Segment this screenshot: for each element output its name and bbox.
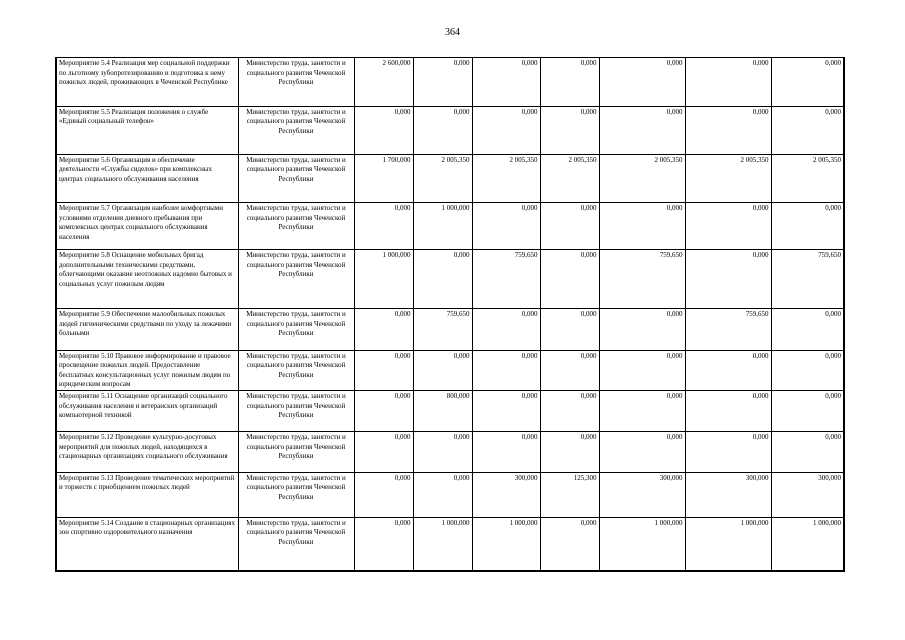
amount-cell: 759,650 [771,250,844,309]
amount-cell: 300,000 [472,472,540,517]
event-cell [56,203,238,250]
responsible-org-cell: Министерство труда, занятости и социального развития Чеченской Республики [238,309,354,351]
amount-cell: 0,000 [540,106,599,154]
amount-cell: 0,000 [413,350,472,391]
budget-table [55,57,845,572]
table-row [56,203,844,250]
amount-cell: 0,000 [540,203,599,250]
amount-cell: 759,650 [472,250,540,309]
amount-cell: 0,000 [354,432,413,473]
amount-cell: 0,000 [540,309,599,351]
amount-cell: 759,650 [599,250,685,309]
amount-cell: 1 000,000 [413,203,472,250]
amount-cell: 2 005,350 [771,154,844,203]
amount-cell: 0,000 [472,391,540,432]
amount-cell: 0,000 [599,309,685,351]
amount-cell: 0,000 [599,432,685,473]
amount-cell: 0,000 [685,250,771,309]
amount-cell: 0,000 [472,350,540,391]
amount-cell: 0,000 [540,391,599,432]
amount-cell: 1 000,000 [771,517,844,571]
amount-cell: 0,000 [771,432,844,473]
amount-cell: 2 600,000 [354,58,413,107]
event-text: Мероприятие 5.9 Обеспечение малообильных пожилых людей гигиеническими средствами по уходу за лежачими больными [59,310,232,338]
responsible-org-cell: Министерство труда, занятости и социального развития Чеченской Республики [238,517,354,571]
responsible-org-cell: Министерство труда, занятости и социального развития Чеченской Республики [238,472,354,517]
event-text: Мероприятие 5.12 Проведение культурно-досуговых мероприятий для пожилых людей, находящихся в стационарных организациях социального обслуживания [59,433,228,461]
event-cell [56,432,238,473]
responsible-org-cell: Министерство труда, занятости и социального развития Чеченской Республики [238,58,354,107]
amount-cell: 0,000 [771,309,844,351]
amount-cell: 2 005,350 [599,154,685,203]
page-number: 364 [445,27,460,38]
amount-cell: 0,000 [540,432,599,473]
amount-cell: 300,000 [685,472,771,517]
table-row [56,350,844,391]
amount-cell: 0,000 [540,250,599,309]
table-row [56,432,844,473]
table-body [56,58,844,572]
amount-cell: 1 000,000 [413,517,472,571]
amount-cell: 1 000,000 [472,517,540,571]
amount-cell: 0,000 [413,250,472,309]
amount-cell: 2 005,350 [685,154,771,203]
amount-cell: 0,000 [685,106,771,154]
amount-cell: 1 000,000 [354,250,413,309]
amount-cell: 300,000 [599,472,685,517]
event-text: Мероприятие 5.13 Проведение тематических мероприятий и торжеств с приобщением пожилых людей [59,473,235,492]
table-row [56,472,844,517]
amount-cell: 0,000 [413,58,472,107]
table-row [56,58,844,107]
responsible-org-cell: Министерство труда, занятости и социального развития Чеченской Республики [238,203,354,250]
amount-cell: 0,000 [599,203,685,250]
event-cell [56,154,238,203]
event-cell [56,391,238,432]
event-cell [56,472,238,517]
responsible-org-cell: Министерство труда, занятости и социального развития Чеченской Республики [238,154,354,203]
amount-cell: 300,000 [771,472,844,517]
amount-cell: 0,000 [685,350,771,391]
amount-cell: 0,000 [354,309,413,351]
amount-cell: 0,000 [771,203,844,250]
amount-cell: 2 005,350 [540,154,599,203]
table-row [56,517,844,571]
amount-cell: 0,000 [472,58,540,107]
amount-cell: 0,000 [354,391,413,432]
amount-cell: 0,000 [771,391,844,432]
amount-cell: 1 000,000 [685,517,771,571]
amount-cell: 759,650 [413,309,472,351]
event-cell [56,309,238,351]
table-row [56,250,844,309]
amount-cell: 759,650 [685,309,771,351]
amount-cell: 0,000 [771,350,844,391]
amount-cell: 0,000 [472,106,540,154]
amount-cell: 125,300 [540,472,599,517]
table-row [56,154,844,203]
event-cell [56,106,238,154]
amount-cell: 2 005,350 [413,154,472,203]
event-cell [56,517,238,571]
amount-cell: 0,000 [354,203,413,250]
table-row [56,106,844,154]
amount-cell: 0,000 [354,472,413,517]
responsible-org-cell: Министерство труда, занятости и социального развития Чеченской Республики [238,432,354,473]
amount-cell: 0,000 [413,472,472,517]
amount-cell: 0,000 [771,58,844,107]
amount-cell: 0,000 [354,517,413,571]
amount-cell: 0,000 [540,58,599,107]
amount-cell: 0,000 [599,391,685,432]
amount-cell: 0,000 [472,432,540,473]
amount-cell: 0,000 [685,391,771,432]
amount-cell: 0,000 [472,309,540,351]
amount-cell: 0,000 [354,106,413,154]
amount-cell: 0,000 [540,350,599,391]
amount-cell: 1 700,000 [354,154,413,203]
event-cell [56,58,238,107]
amount-cell: 0,000 [771,106,844,154]
amount-cell: 2 005,350 [472,154,540,203]
amount-cell: 0,000 [599,350,685,391]
amount-cell: 0,000 [540,517,599,571]
amount-cell: 0,000 [685,203,771,250]
amount-cell: 0,000 [354,350,413,391]
amount-cell: 1 000,000 [599,517,685,571]
amount-cell: 0,000 [599,58,685,107]
amount-cell: 0,000 [472,203,540,250]
responsible-org-cell: Министерство труда, занятости и социального развития Чеченской Республики [238,106,354,154]
responsible-org-cell: Министерство труда, занятости и социального развития Чеченской Республики [238,250,354,309]
event-text: Мероприятие 5.5 Реализация положения о службе «Единый социальный телефон» [59,107,209,126]
responsible-org-cell: Министерство труда, занятости и социального развития Чеченской Республики [238,391,354,432]
amount-cell: 800,000 [413,391,472,432]
event-cell [56,250,238,309]
event-text: Мероприятие 5.4 Реализация мер социальной поддержки по льготному зубопротезированию и подготовка к нему пожилых людей, проживающих в Чеченской Республике [59,59,230,86]
event-text: Мероприятие 5.10 Правовое информирование и правовое просвещение пожилых людей. Предоставление бесплатных консультационных услуг пожилым людям по юридическим вопросам [59,351,231,389]
event-cell [56,350,238,391]
responsible-org-cell: Министерство труда, занятости и социального развития Чеченской Республики [238,350,354,391]
amount-cell: 0,000 [685,432,771,473]
event-text: Мероприятие 5.6 Организация и обеспечение деятельности «Службы сиделок» при комплексных центрах социального обслуживания населения [59,155,213,183]
table-row [56,391,844,432]
table-row [56,309,844,351]
event-text: Мероприятие 5.14 Создание в стационарных организациях зон спортивно оздоровительного назначения [59,518,235,537]
amount-cell: 0,000 [685,58,771,107]
amount-cell: 0,000 [413,106,472,154]
amount-cell: 0,000 [599,106,685,154]
event-text: Мероприятие 5.8 Оснащение мобильных бригад дополнительными техническими средствами, облегчающими оказание неотложных надомно бытовых и социальных услуг пожилым людям [59,251,232,288]
event-text: Мероприятие 5.7 Организация наиболее комфортными условиями отделения дневного пребывания при комплексных центрах социального обслуживания населения [59,204,223,241]
event-text: Мероприятие 5.11 Оснащение организаций социального обслуживания населения и ветеранских организаций компьютерной техникой [59,392,228,420]
amount-cell: 0,000 [413,432,472,473]
